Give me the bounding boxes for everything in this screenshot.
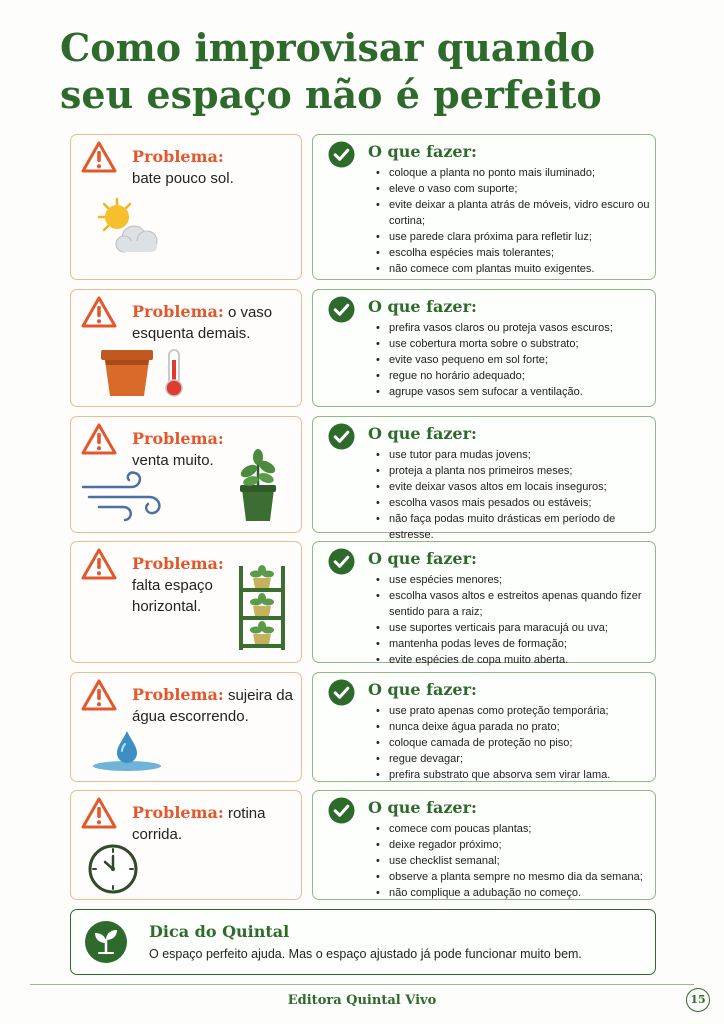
- solution-heading: O que fazer:: [368, 680, 477, 699]
- tip-box: [70, 909, 656, 975]
- problem-label: Problema:: [132, 803, 224, 822]
- footer-divider: [30, 984, 694, 985]
- tip-title: Dica do Quintal: [149, 922, 290, 941]
- solution-list: [376, 572, 650, 668]
- footer-publisher: Editora Quintal Vivo: [287, 993, 437, 1008]
- problem-card: [70, 416, 302, 533]
- list-item: • observe a planta sempre no mesmo dia da semana;: [376, 869, 650, 885]
- page-number: 15: [686, 988, 710, 1012]
- water-drop-icon: [91, 729, 163, 773]
- list-item: • não complique a adubação no começo.: [376, 885, 650, 901]
- solution-list: [376, 165, 650, 277]
- solution-heading: O que fazer:: [368, 297, 477, 316]
- check-icon: [328, 141, 355, 168]
- list-item: • regue no horário adequado;: [376, 368, 650, 384]
- list-item: • comece com poucas plantas;: [376, 821, 650, 837]
- warning-icon: [81, 548, 117, 580]
- list-item: • use suportes verticais para maracujá ou uva;: [376, 620, 650, 636]
- problem-label: Problema:: [132, 554, 224, 573]
- list-item: • prefira vasos claros ou proteja vasos escuros;: [376, 320, 650, 336]
- page-title: Como improvisar quando seu espaço não é perfeito: [60, 25, 602, 117]
- list-item: • coloque camada de proteção no piso;: [376, 735, 650, 751]
- clay-pot-thermometer-icon: [99, 346, 199, 398]
- solution-list: [376, 821, 650, 901]
- solution-heading: O que fazer:: [368, 798, 477, 817]
- list-item: • coloque a planta no ponto mais iluminado;: [376, 165, 650, 181]
- warning-icon: [81, 296, 117, 328]
- problem-text: bate pouco sol.: [132, 170, 234, 187]
- list-item: • escolha vasos mais pesados ou estáveis;: [376, 495, 650, 511]
- list-item: • evite vaso pequeno em sol forte;: [376, 352, 650, 368]
- check-icon: [328, 296, 355, 323]
- solution-list: [376, 320, 650, 400]
- list-item: • use cobertura morta sobre o substrato;: [376, 336, 650, 352]
- solution-card: [312, 416, 656, 541]
- list-item: • prefira substrato que absorva sem virar lama.: [376, 767, 650, 783]
- problem-card: [70, 541, 302, 663]
- list-item: • não faça podas muito drásticas em período de estresse.: [376, 511, 650, 543]
- wind-plant-icon: [79, 447, 295, 527]
- problem-card: [70, 790, 302, 900]
- list-item: • escolha espécies mais tolerantes;: [376, 245, 650, 261]
- solution-card: [312, 134, 656, 280]
- problem-label: Problema:: [132, 147, 224, 166]
- solution-card: [312, 541, 656, 666]
- sprout-icon: [85, 921, 127, 963]
- problem-card: [70, 289, 302, 407]
- problem-card: [70, 134, 302, 280]
- list-item: • mantenha podas leves de formação;: [376, 636, 650, 652]
- problem-label: Problema:: [132, 685, 224, 704]
- warning-icon: [81, 679, 117, 711]
- list-item: • não comece com plantas muito exigentes.: [376, 261, 650, 277]
- problem-text: o vaso esquenta demais.: [132, 304, 273, 342]
- warning-icon: [81, 797, 117, 829]
- solution-heading: O que fazer:: [368, 549, 477, 568]
- list-item: • use parede clara próxima para refletir luz;: [376, 229, 650, 245]
- solution-card: [312, 289, 656, 407]
- list-item: • use checklist semanal;: [376, 853, 650, 869]
- list-item: • nunca deixe água parada no prato;: [376, 719, 650, 735]
- problem-text: sujeira da água escorrendo.: [132, 687, 293, 725]
- list-item: • escolha vasos altos e estreitos apenas quando fizer sentido para a raiz;: [376, 588, 650, 620]
- problem-text: falta espaço horizontal.: [132, 577, 213, 615]
- check-icon: [328, 423, 355, 450]
- clock-icon: [87, 843, 139, 895]
- list-item: • use prato apenas como proteção temporária;: [376, 703, 650, 719]
- warning-icon: [81, 141, 117, 173]
- solution-list: [376, 703, 650, 783]
- check-icon: [328, 797, 355, 824]
- list-item: • evite deixar a planta atrás de móveis, vidro escuro ou cortina;: [376, 197, 650, 229]
- problem-card: [70, 672, 302, 782]
- list-item: • regue devagar;: [376, 751, 650, 767]
- solution-heading: O que fazer:: [368, 424, 477, 443]
- tip-text: O espaço perfeito ajuda. Mas o espaço ajustado já pode funcionar muito bem.: [149, 947, 582, 961]
- problem-text: rotina corrida.: [132, 805, 266, 843]
- solution-card: [312, 790, 656, 900]
- list-item: • eleve o vaso com suporte;: [376, 181, 650, 197]
- problem-text: venta muito.: [132, 452, 214, 469]
- sun-cloud-icon: [89, 191, 169, 261]
- list-item: • agrupe vasos sem sufocar a ventilação.: [376, 384, 650, 400]
- vertical-shelf-icon: [237, 558, 287, 652]
- problem-label: Problema:: [132, 429, 224, 448]
- solution-card: [312, 672, 656, 782]
- solution-heading: O que fazer:: [368, 142, 477, 161]
- solution-list: [376, 447, 650, 543]
- check-icon: [328, 679, 355, 706]
- list-item: • use tutor para mudas jovens;: [376, 447, 650, 463]
- list-item: • proteja a planta nos primeiros meses;: [376, 463, 650, 479]
- list-item: • evite espécies de copa muito aberta.: [376, 652, 650, 668]
- list-item: • evite deixar vasos altos em locais inseguros;: [376, 479, 650, 495]
- list-item: • deixe regador próximo;: [376, 837, 650, 853]
- problem-label: Problema:: [132, 302, 224, 321]
- check-icon: [328, 548, 355, 575]
- list-item: • use espécies menores;: [376, 572, 650, 588]
